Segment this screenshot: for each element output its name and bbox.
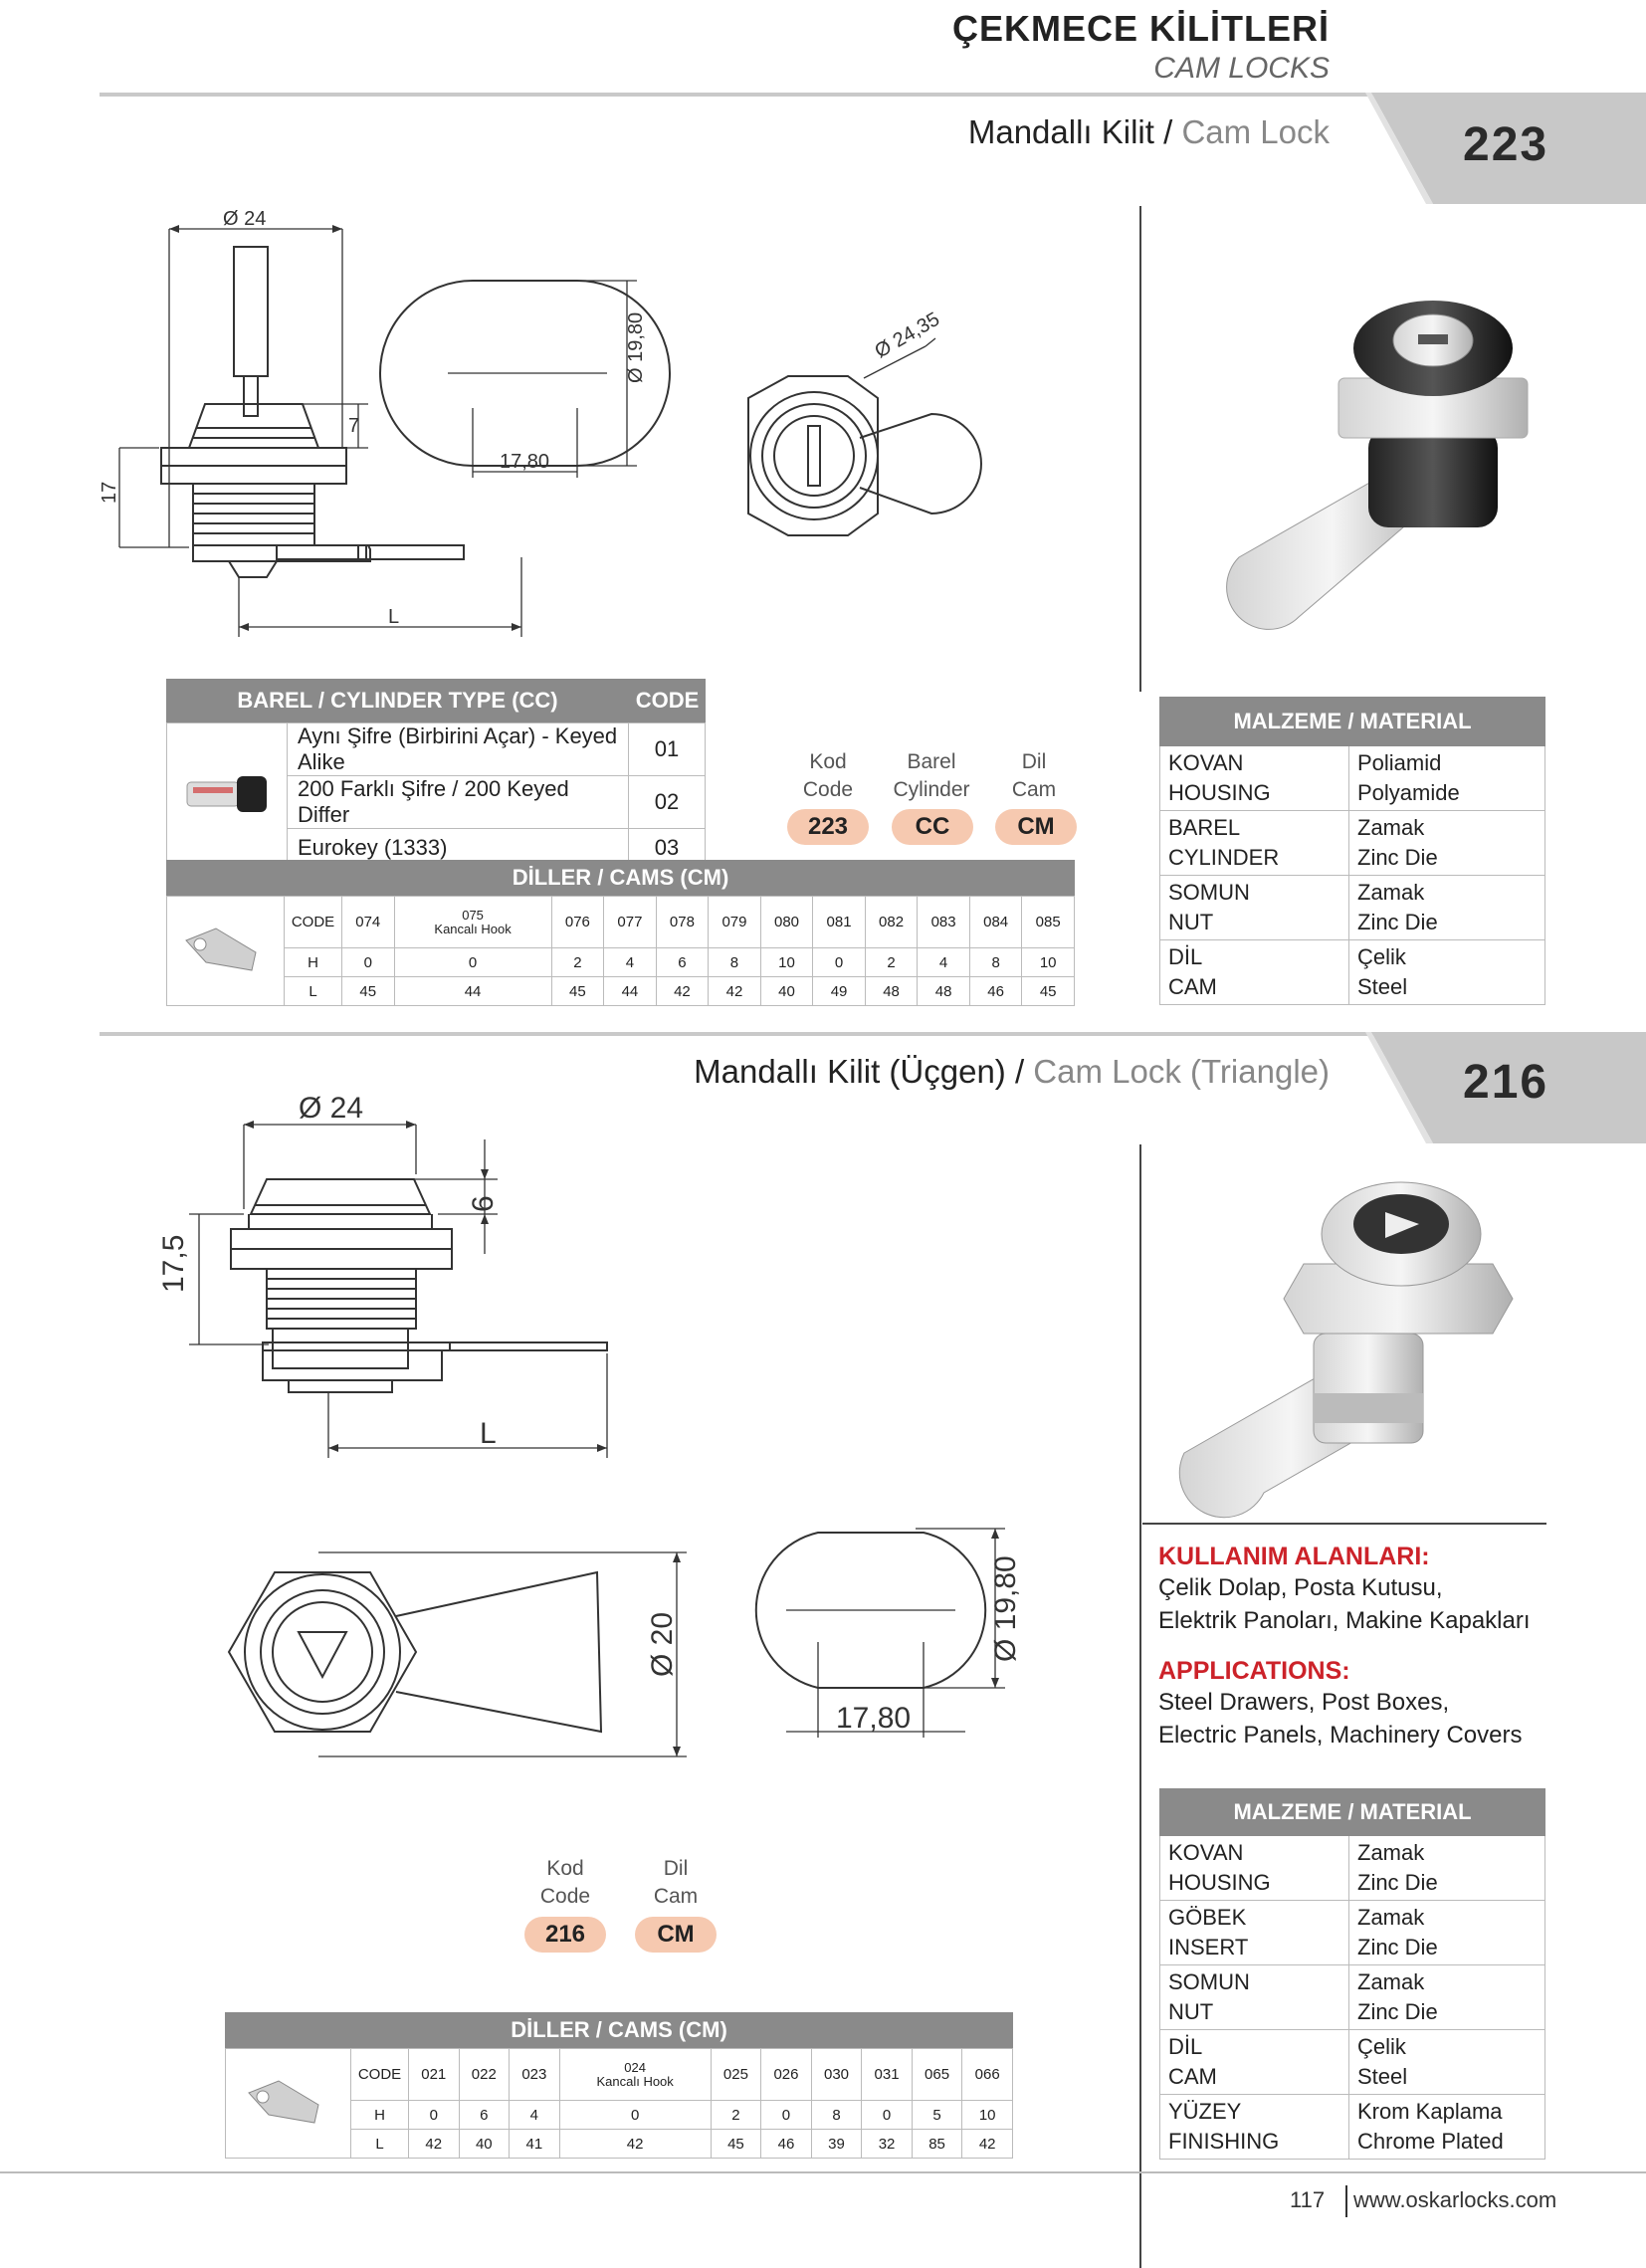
cam-code: 023 bbox=[510, 2049, 560, 2101]
cam-code: 076 bbox=[551, 897, 604, 948]
dim-w1780-label: 17,80 bbox=[500, 451, 550, 473]
cam-code: 080 bbox=[760, 897, 813, 948]
cam-l: 48 bbox=[865, 977, 918, 1006]
cam-code: 079 bbox=[709, 897, 761, 948]
cam-code: 083 bbox=[918, 897, 970, 948]
material-value: Zamak Zinc Die bbox=[1349, 876, 1545, 940]
apps-text-tr-2: Elektrik Panoları, Makine Kapakları bbox=[1158, 1607, 1531, 1634]
dim-d2435-label: Ø 24,35 bbox=[871, 308, 944, 363]
barrel-table bbox=[166, 679, 706, 868]
cam-l: 46 bbox=[969, 977, 1022, 1006]
barrel-row-code: 02 bbox=[629, 776, 706, 829]
dim2-l-label: L bbox=[480, 1417, 497, 1450]
dim2-d20-label: Ø 20 bbox=[646, 1611, 679, 1677]
material-key: SOMUN NUT bbox=[1160, 876, 1349, 940]
material-value: Zamak Zinc Die bbox=[1349, 1965, 1545, 2030]
header-title-en: CAM LOCKS bbox=[1153, 52, 1330, 85]
kod-label-2: Kod Code bbox=[539, 1857, 591, 1908]
barel-label: Barel Cylinder bbox=[893, 750, 970, 801]
dil-pill-2: CM bbox=[635, 1917, 717, 1953]
material-key: BAREL CYLINDER bbox=[1160, 811, 1349, 876]
cam-h: 10 bbox=[962, 2101, 1013, 2130]
page-number: 117 bbox=[1290, 2187, 1326, 2212]
kod-label: Kod Code bbox=[802, 750, 854, 801]
cam-h: 4 bbox=[604, 948, 657, 977]
cam-image-cell bbox=[226, 2049, 351, 2159]
material-value: Krom Kaplama Chrome Plated bbox=[1349, 2095, 1545, 2160]
cam-l: 85 bbox=[912, 2130, 962, 2159]
cam-l: 45 bbox=[551, 977, 604, 1006]
material-value: Zamak Zinc Die bbox=[1349, 1901, 1545, 1965]
apps-text-tr-1: Çelik Dolap, Posta Kutusu, bbox=[1158, 1574, 1443, 1601]
cam-h: 6 bbox=[459, 2101, 510, 2130]
dim-h17-label: 17 bbox=[99, 481, 120, 504]
cam-h: 8 bbox=[811, 2101, 862, 2130]
cam-l: 45 bbox=[711, 2130, 761, 2159]
material-key: YÜZEY FINISHING bbox=[1160, 2095, 1349, 2160]
section1-title: Mandallı Kilit / Cam Lock bbox=[967, 113, 1330, 150]
cams-table-2 bbox=[225, 2012, 1013, 2159]
section2-front-drawing bbox=[219, 1533, 717, 1781]
cam-l: 46 bbox=[761, 2130, 812, 2159]
cam-h: 10 bbox=[1022, 948, 1075, 977]
cam-icon bbox=[239, 2067, 338, 2137]
section2-product-photo bbox=[1154, 1174, 1552, 1503]
applications-block bbox=[1158, 1543, 1546, 1752]
cam-h: 0 bbox=[559, 2101, 711, 2130]
barrel-table-code-header: CODE bbox=[629, 679, 706, 722]
material-table-header: MALZEME / MATERIAL bbox=[1159, 697, 1545, 746]
page-header bbox=[952, 8, 1330, 86]
cam-code: 021 bbox=[409, 2049, 460, 2101]
dim2-w1780-label: 17,80 bbox=[836, 1702, 912, 1735]
cam-h: 5 bbox=[912, 2101, 962, 2130]
cam-code: 065 bbox=[912, 2049, 962, 2101]
cam-h: 8 bbox=[969, 948, 1022, 977]
barrel-table-header: BAREL / CYLINDER TYPE (CC) bbox=[166, 679, 629, 722]
cam-code: 066 bbox=[962, 2049, 1013, 2101]
material-key: KOVAN HOUSING bbox=[1160, 746, 1349, 811]
cam-code: 031 bbox=[862, 2049, 913, 2101]
cam-l: 44 bbox=[604, 977, 657, 1006]
cam-h: 0 bbox=[862, 2101, 913, 2130]
cam-code: 024 Kancalı Hook bbox=[559, 2049, 711, 2101]
cam-code: 022 bbox=[459, 2049, 510, 2101]
section2-title: Mandallı Kilit (Üçgen) / Cam Lock (Triangle) bbox=[694, 1053, 1330, 1090]
cam-l: 45 bbox=[1022, 977, 1075, 1006]
material-value: Zamak Zinc Die bbox=[1349, 1836, 1545, 1901]
material-value: Çelik Steel bbox=[1349, 940, 1545, 1005]
barrel-row-label: 200 Farklı Şifre / 200 Keyed Differ bbox=[288, 776, 629, 829]
dil-label: Dil Cam bbox=[1011, 750, 1057, 801]
key-cylinder-icon bbox=[177, 742, 277, 842]
material-key: DİL CAM bbox=[1160, 2030, 1349, 2095]
section2-divider bbox=[1139, 1144, 1141, 2268]
dil-pill: CM bbox=[995, 809, 1077, 845]
cam-code: 081 bbox=[813, 897, 866, 948]
apps-text-en-1: Steel Drawers, Post Boxes, bbox=[1158, 1689, 1450, 1716]
cam-code: 075 Kancalı Hook bbox=[394, 897, 551, 948]
barrel-row-label: Eurokey (1333) bbox=[288, 829, 629, 868]
apps-heading-en: APPLICATIONS: bbox=[1158, 1657, 1350, 1685]
barrel-row-label: Aynı Şifre (Birbirini Açar) - Keyed Alike bbox=[288, 723, 629, 776]
section2-side-drawing bbox=[139, 1080, 637, 1478]
cam-l: 41 bbox=[510, 2130, 560, 2159]
cam-code-label: CODE bbox=[351, 2049, 409, 2101]
cam-l: 42 bbox=[656, 977, 709, 1006]
cam-h: 10 bbox=[760, 948, 813, 977]
header-title-tr: ÇEKMECE KİLİTLERİ bbox=[951, 8, 1330, 49]
cam-h: 2 bbox=[711, 2101, 761, 2130]
dim-h7-label: 7 bbox=[348, 415, 360, 437]
cam-h: 0 bbox=[761, 2101, 812, 2130]
cam-code: 025 bbox=[711, 2049, 761, 2101]
cam-code: 030 bbox=[811, 2049, 862, 2101]
cam-code: 074 bbox=[342, 897, 395, 948]
kod-pill-2: 216 bbox=[524, 1917, 606, 1953]
cam-l: 49 bbox=[813, 977, 866, 1006]
cam-h: 2 bbox=[865, 948, 918, 977]
kod-pill: 223 bbox=[787, 809, 869, 845]
material-key: SOMUN NUT bbox=[1160, 1965, 1349, 2030]
dim2-h6-label: 6 bbox=[467, 1195, 500, 1212]
cam-l: 42 bbox=[559, 2130, 711, 2159]
barrel-row-code: 01 bbox=[629, 723, 706, 776]
cam-h: 0 bbox=[394, 948, 551, 977]
cam-l: 42 bbox=[409, 2130, 460, 2159]
barel-pill: CC bbox=[892, 809, 973, 845]
apps-text-en-2: Electric Panels, Machinery Covers bbox=[1158, 1722, 1523, 1749]
website-link[interactable]: www.oskarlocks.com bbox=[1353, 2187, 1557, 2212]
section2-code: 216 bbox=[1463, 1056, 1549, 1109]
section1-rule bbox=[100, 93, 1373, 97]
dim-d1980-label: Ø 19,80 bbox=[625, 311, 647, 383]
material-value: Zamak Zinc Die bbox=[1349, 811, 1545, 876]
material-key: GÖBEK INSERT bbox=[1160, 1901, 1349, 1965]
cam-l: 42 bbox=[709, 977, 761, 1006]
material-value: Çelik Steel bbox=[1349, 2030, 1545, 2095]
cam-image-cell bbox=[167, 897, 285, 1006]
cam-l: 39 bbox=[811, 2130, 862, 2159]
cam-h: 4 bbox=[918, 948, 970, 977]
cam-code: 082 bbox=[865, 897, 918, 948]
cam-h: 6 bbox=[656, 948, 709, 977]
cam-code: 085 bbox=[1022, 897, 1075, 948]
cam-code: 026 bbox=[761, 2049, 812, 2101]
dim-d24-label: Ø 24 bbox=[223, 208, 267, 230]
cam-icon bbox=[176, 915, 276, 984]
cam-h-label: H bbox=[285, 948, 342, 977]
apps-rule bbox=[1142, 1523, 1546, 1525]
section1-divider bbox=[1139, 206, 1141, 692]
footer-rule bbox=[0, 2171, 1646, 2173]
dim-l-label: L bbox=[388, 606, 400, 628]
material-table-2 bbox=[1159, 1788, 1545, 2160]
cam-code: 084 bbox=[969, 897, 1022, 948]
apps-heading-tr: KULLANIM ALANLARI: bbox=[1158, 1543, 1430, 1570]
section1-cylinder-profile bbox=[428, 259, 657, 478]
cam-l: 32 bbox=[862, 2130, 913, 2159]
dim2-h175-label: 17,5 bbox=[157, 1234, 190, 1293]
cam-l: 45 bbox=[342, 977, 395, 1006]
cam-l-label: L bbox=[285, 977, 342, 1006]
section1-product-photo bbox=[1179, 299, 1577, 637]
cam-h: 4 bbox=[510, 2101, 560, 2130]
cam-l: 42 bbox=[962, 2130, 1013, 2159]
dim2-d24-label: Ø 24 bbox=[299, 1092, 364, 1125]
cam-l-label: L bbox=[351, 2130, 409, 2159]
barrel-image-cell bbox=[167, 723, 288, 868]
cam-l: 44 bbox=[394, 977, 551, 1006]
section2-rule bbox=[100, 1032, 1373, 1036]
cam-h: 2 bbox=[551, 948, 604, 977]
cams-table-header: DİLLER / CAMS (CM) bbox=[166, 860, 1075, 896]
cam-code: 077 bbox=[604, 897, 657, 948]
section1-front-drawing bbox=[697, 308, 1095, 557]
material-key: DİL CAM bbox=[1160, 940, 1349, 1005]
cam-l: 48 bbox=[918, 977, 970, 1006]
material-value: Poliamid Polyamide bbox=[1349, 746, 1545, 811]
cam-l: 40 bbox=[459, 2130, 510, 2159]
cams-table-1 bbox=[166, 860, 1075, 1006]
material-table-header: MALZEME / MATERIAL bbox=[1159, 1788, 1545, 1836]
cam-h: 0 bbox=[409, 2101, 460, 2130]
footer-divider bbox=[1345, 2185, 1347, 2217]
cam-h: 0 bbox=[813, 948, 866, 977]
cam-code-label: CODE bbox=[285, 897, 342, 948]
cam-code: 078 bbox=[656, 897, 709, 948]
cam-h: 0 bbox=[342, 948, 395, 977]
dil-label-2: Dil Cam bbox=[653, 1857, 699, 1908]
cams-table-header: DİLLER / CAMS (CM) bbox=[225, 2012, 1013, 2048]
section2-cylinder-profile bbox=[766, 1493, 1022, 1752]
material-key: KOVAN HOUSING bbox=[1160, 1836, 1349, 1901]
barrel-row-code: 03 bbox=[629, 829, 706, 868]
dim2-d1980-label: Ø 19,80 bbox=[989, 1555, 1022, 1662]
section1-code: 223 bbox=[1463, 118, 1549, 171]
cam-h-label: H bbox=[351, 2101, 409, 2130]
material-table-1 bbox=[1159, 697, 1545, 1005]
cam-h: 8 bbox=[709, 948, 761, 977]
cam-l: 40 bbox=[760, 977, 813, 1006]
